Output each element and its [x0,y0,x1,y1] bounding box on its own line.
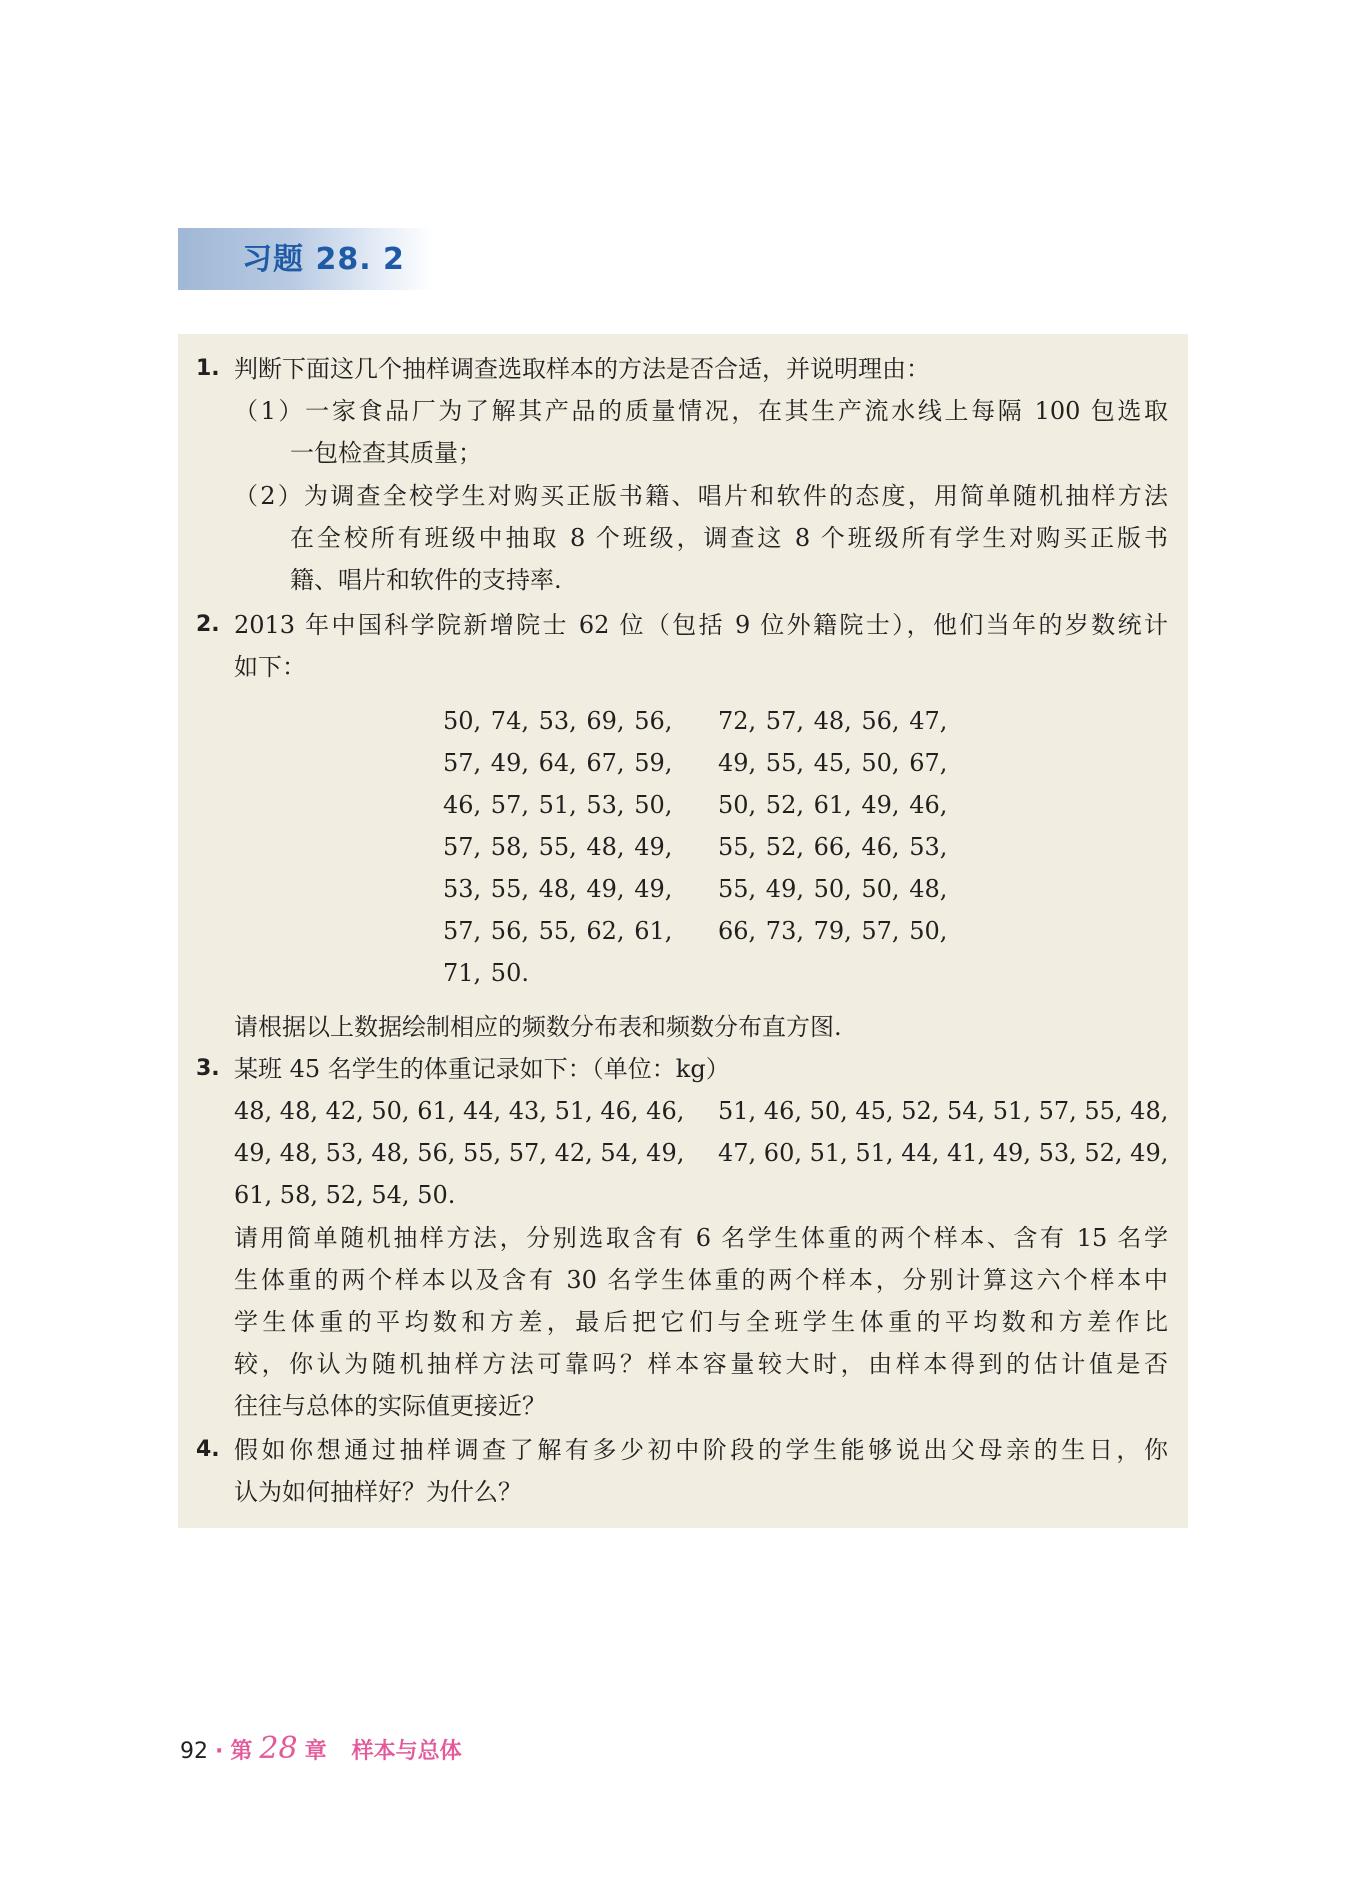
q3-task-line: 较，你认为随机抽样方法可靠吗？样本容量较大时，由样本得到的估计值是否 [234,1350,1168,1378]
q2-line1: 2013 年中国科学院新增院士 62 位（包括 9 位外籍院士），他们当年的岁数统计 [234,611,1168,639]
ages-row: 57, 58, 55, 48, 49, [443,833,673,861]
ages-row: 72, 57, 48, 56, 47, [718,707,948,735]
q1-number: 1. [196,356,220,381]
page-footer [180,1733,462,1765]
exercise-title: 习题 28. 2 [242,242,405,277]
weights-row: 47, 60, 51, 51, 44, 41, 49, 53, 52, 49, [718,1139,1169,1167]
ages-row: 46, 57, 51, 53, 50, [443,791,673,819]
q2-line2: 如下： [234,653,306,681]
ages-row: 71, 50. [443,959,529,987]
ages-row: 50, 52, 61, 49, 46, [718,791,948,819]
q4-number: 4. [196,1437,220,1462]
q1-part2-line2: 在全校所有班级中抽取 8 个班级，调查这 8 个班级所有学生对购买正版书 [290,524,1168,552]
q1-stem: 判断下面这几个抽样调查选取样本的方法是否合适，并说明理由： [234,355,930,383]
ages-row: 55, 52, 66, 46, 53, [718,833,948,861]
q3-task-line: 生体重的两个样本以及含有 30 名学生体重的两个样本，分别计算这六个样本中 [234,1266,1168,1294]
q1-part2-line3: 籍、唱片和软件的支持率. [290,566,562,594]
ages-row: 55, 49, 50, 50, 48, [718,875,948,903]
q3-task-line: 往往与总体的实际值更接近？ [234,1392,546,1420]
chapter-title: 样本与总体 [351,1739,462,1764]
q1-part1-line1: （1）一家食品厂为了解其产品的质量情况，在其生产流水线上每隔 100 包选取 [234,397,1168,425]
weights-row: 51, 46, 50, 45, 52, 54, 51, 57, 55, 48, [718,1097,1169,1125]
q1-part1-line2: 一包检查其质量； [290,439,482,467]
q3-task-line: 学生体重的平均数和方差，最后把它们与全班学生体重的平均数和方差作比 [234,1308,1168,1336]
q4-line1: 假如你想通过抽样调查了解有多少初中阶段的学生能够说出父母亲的生日，你 [234,1436,1168,1464]
ages-row: 53, 55, 48, 49, 49, [443,875,673,903]
ages-row: 57, 56, 55, 62, 61, [443,917,673,945]
q3-line1: 某班 45 名学生的体重记录如下：（单位：kg） [234,1055,730,1083]
q1-part2-line1: （2）为调查全校学生对购买正版书籍、唱片和软件的态度，用简单随机抽样方法 [234,482,1168,510]
chapter-prefix: 第 [230,1739,253,1764]
weights-row: 49, 48, 53, 48, 56, 55, 57, 42, 54, 49, [234,1139,685,1167]
page-number: 92 [180,1739,208,1764]
q2-number: 2. [196,612,220,637]
ages-row: 50, 74, 53, 69, 56, [443,707,673,735]
chapter-number: 28 [259,1731,298,1766]
q3-task-line: 请用简单随机抽样方法，分别选取含有 6 名学生体重的两个样本、含有 15 名学 [234,1224,1168,1252]
q3-number: 3. [196,1056,220,1081]
ages-row: 66, 73, 79, 57, 50, [718,917,948,945]
chapter-suffix: 章 [304,1739,327,1764]
weights-row: 61, 58, 52, 54, 50. [234,1181,456,1209]
ages-row: 49, 55, 45, 50, 67, [718,749,948,777]
footer-dot: · [215,1739,224,1764]
ages-row: 57, 49, 64, 67, 59, [443,749,673,777]
q2-task: 请根据以上数据绘制相应的频数分布表和频数分布直方图. [234,1013,842,1041]
weights-row: 48, 48, 42, 50, 61, 44, 43, 51, 46, 46, [234,1097,685,1125]
q4-line2: 认为如何抽样好？为什么？ [234,1478,522,1506]
